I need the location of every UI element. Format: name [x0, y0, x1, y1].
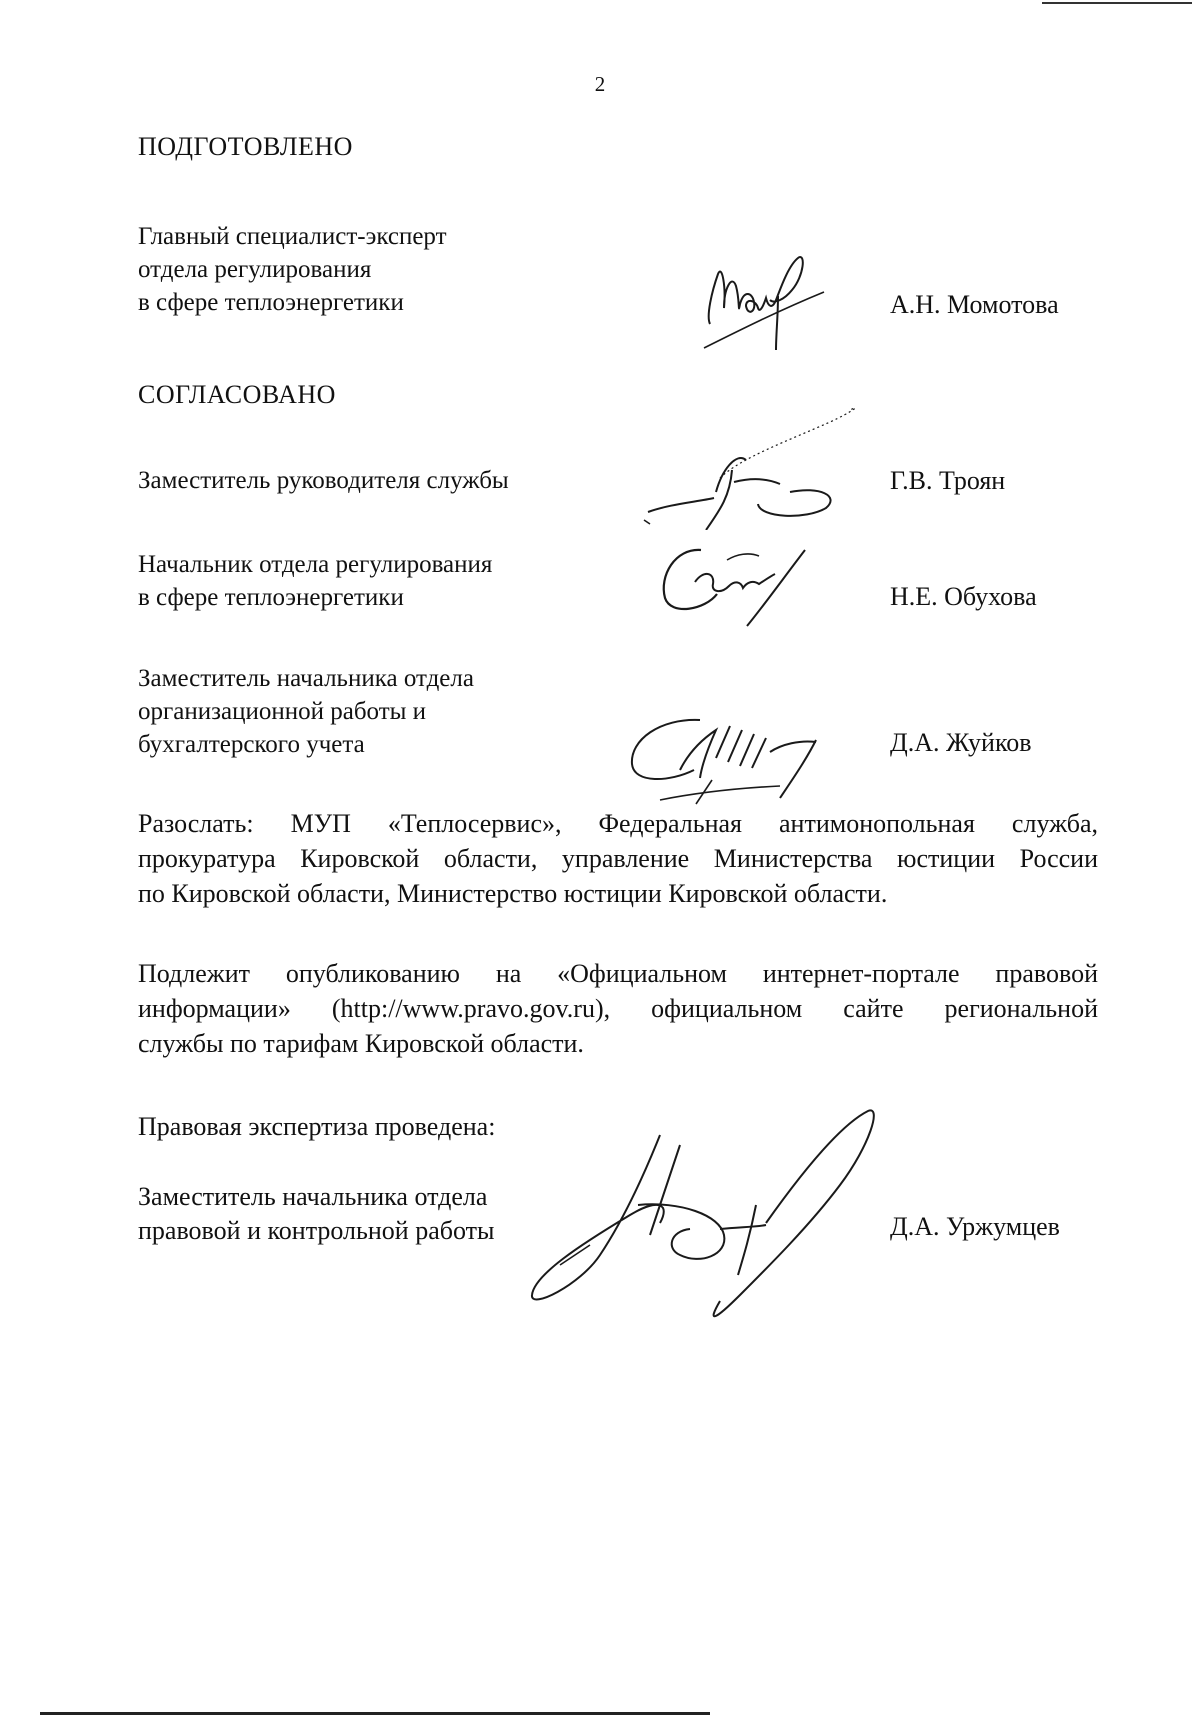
legal-review-heading-text: Правовая экспертиза проведена: [138, 1112, 496, 1141]
agreed-heading: СОГЛАСОВАНО [138, 380, 336, 409]
agreed-role-line: организационной работы и [138, 698, 427, 725]
publication-paragraph [138, 956, 1098, 1061]
bottom-edge-rule [40, 1712, 710, 1715]
prepared-role [138, 220, 447, 319]
prepared-name: А.Н. Момотова [890, 290, 1059, 319]
publication-line: информации» (http://www.pravo.gov.ru), официальном сайте региональной [138, 994, 1098, 1023]
signature-urzhumtsev [520, 1105, 900, 1325]
agreed-role-line: Начальник отдела регулирования [138, 551, 493, 578]
signature-troyan [640, 400, 880, 530]
signature-momotova [700, 246, 840, 356]
distribution-line: прокуратура Кировской области, управление Министерства юстиции России [138, 844, 1098, 873]
prepared-role-line: в сфере теплоэнергетики [138, 289, 404, 316]
agreed-name-2: Н.Е. Обухова [890, 582, 1037, 611]
legal-review-heading [138, 1110, 495, 1143]
signature-obukhova [655, 530, 825, 630]
agreed-role-1 [138, 464, 509, 497]
page-number: 2 [594, 72, 606, 96]
distribution-line: Разослать: МУП «Теплосервис», Федеральная антимонопольная служба, [138, 809, 1098, 838]
agreed-role-3 [138, 662, 474, 761]
agreed-role-line: Заместитель руководителя службы [138, 467, 509, 494]
agreed-role-line: Заместитель начальника отдела [138, 665, 474, 692]
legal-review-name: Д.А. Уржумцев [890, 1212, 1060, 1241]
legal-review-role [138, 1180, 494, 1248]
prepared-heading: ПОДГОТОВЛЕНО [138, 132, 353, 161]
prepared-role-line: Главный специалист-эксперт [138, 223, 447, 250]
agreed-role-2 [138, 548, 492, 614]
publication-line: службы по тарифам Кировской области. [138, 1029, 584, 1058]
agreed-role-line: бухгалтерского учета [138, 731, 365, 758]
distribution-paragraph [138, 806, 1098, 911]
publication-line: Подлежит опубликованию на «Официальном интернет-портале правовой [138, 959, 1098, 988]
agreed-role-line: в сфере теплоэнергетики [138, 584, 404, 611]
legal-review-role-line: правовой и контрольной работы [138, 1216, 495, 1245]
signature-zhuykov [620, 700, 860, 810]
top-edge-rule [1042, 2, 1192, 4]
agreed-name-3: Д.А. Жуйков [890, 728, 1032, 757]
distribution-line: по Кировской области, Министерство юстиции Кировской области. [138, 879, 888, 908]
prepared-role-line: отдела регулирования [138, 256, 372, 283]
agreed-name-1: Г.В. Троян [890, 466, 1006, 495]
legal-review-role-line: Заместитель начальника отдела [138, 1182, 488, 1211]
